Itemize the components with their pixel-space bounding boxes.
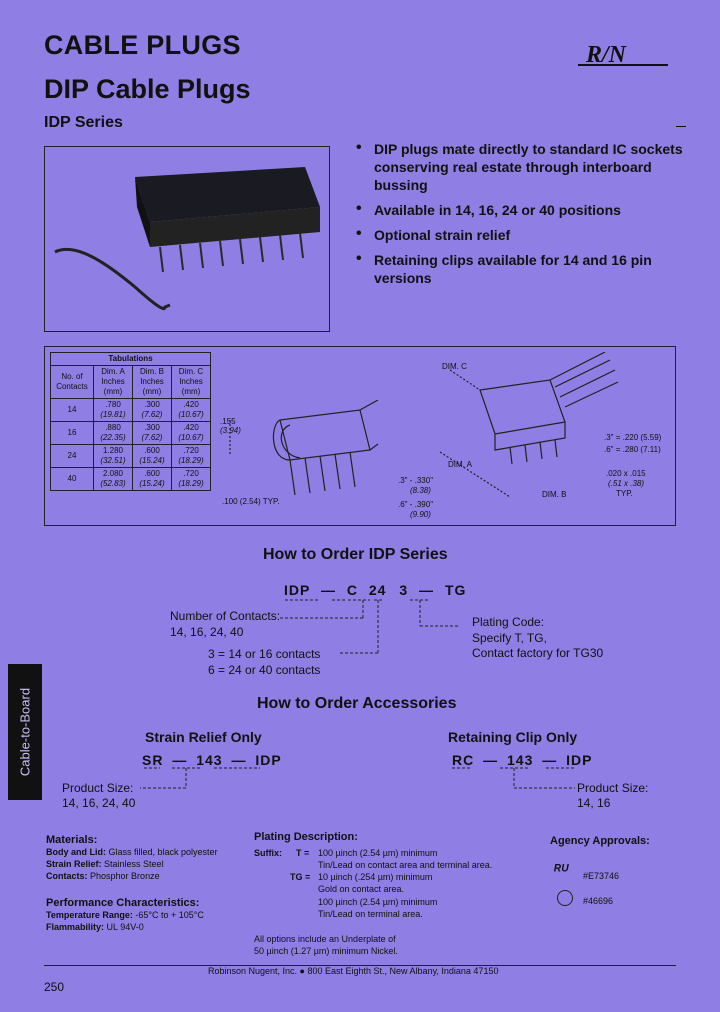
section-tab: [8, 664, 42, 800]
plug-top-drawing: [420, 352, 620, 502]
code-idp: IDP: [284, 582, 311, 598]
product-photo: [44, 146, 330, 332]
dim-r020-mm: (.51 x .38): [608, 479, 645, 488]
col-header: No. of Contacts: [51, 366, 94, 399]
plating-tg3: 100 µinch (2.54 µm) minimum: [318, 897, 438, 907]
col-header: Dim. C Inches (mm): [172, 366, 211, 399]
code-3-desc: 3 = 14 or 16 contacts: [208, 647, 321, 661]
code-6-desc: 6 = 24 or 40 contacts: [208, 663, 321, 677]
materials-title: Materials:: [46, 834, 98, 846]
contacts-values: 14, 16, 24, 40: [170, 625, 244, 639]
table-row: 16 .880 (22.35) .300 (7.62) .420 (10.67): [51, 422, 211, 445]
clip-code: RC — 143 — IDP: [452, 752, 593, 768]
agency-title: Agency Approvals:: [550, 835, 650, 847]
plating-tg2: Gold on contact area.: [318, 884, 405, 894]
dim-b: DIM. B: [542, 490, 567, 499]
feature-item: • Available in 14, 16, 24 or 40 positions: [356, 201, 686, 219]
table-row: 14 .780 (19.81) .300 (7.62) .420 (10.67): [51, 399, 211, 422]
ul-number: #E73746: [583, 871, 620, 881]
dim-a: DIM. A: [448, 460, 473, 469]
dim-c: DIM. C: [442, 362, 467, 371]
dim-100: .100 (2.54) TYP.: [222, 497, 280, 506]
table-caption: Tabulations: [51, 353, 211, 366]
table-row: 24 1.280 (32.51) .600 (15.24) .720 (18.29): [51, 445, 211, 468]
performance-title: Performance Characteristics:: [46, 897, 200, 909]
plating-tg4: Tin/Lead on terminal area.: [318, 909, 423, 919]
dip-plug-illustration: [45, 147, 329, 331]
margin-mark: [676, 126, 686, 127]
code-c: C: [346, 582, 358, 598]
feature-item: • DIP plugs mate directly to standard IC sockets conserving real estate through interboard bussing: [356, 140, 686, 194]
dim-155-mm: (3.94): [220, 426, 241, 435]
page-number: 250: [44, 980, 65, 994]
dim-r6: .6" = .280 (7.11): [604, 445, 661, 454]
dim-3-mm: (8.38): [410, 486, 431, 495]
plating-note-1: All options include an Underplate of: [254, 934, 396, 944]
plating-t1: 100 µinch (2.54 µm) minimum: [318, 848, 438, 858]
accessories-title: How to Order Accessories: [257, 695, 457, 712]
clip-size-values: 14, 16: [577, 796, 611, 810]
dim-3: .3" - .330": [398, 476, 434, 485]
code-24: 24: [368, 582, 387, 598]
plating-code-1: Specify T, TG,: [472, 631, 547, 645]
clip-size-label: Product Size:: [577, 781, 649, 795]
code-dash: —: [419, 582, 435, 598]
strain-title: Strain Relief Only: [145, 729, 262, 745]
page-title: CABLE PLUGS: [44, 30, 241, 60]
page-subtitle: DIP Cable Plugs: [44, 74, 251, 104]
company-logo: [578, 40, 668, 70]
strain-size-label: Product Size:: [62, 781, 134, 795]
clip-leader: [450, 766, 590, 792]
order-title: How to Order IDP Series: [263, 546, 448, 563]
plating-code-2: Contact factory for TG30: [472, 646, 604, 660]
dim-6-mm: (9.90): [410, 510, 431, 519]
strain-code: SR — 143 — IDP: [142, 752, 282, 768]
col-header: Dim. A Inches (mm): [94, 366, 133, 399]
feature-item: • Optional strain relief: [356, 226, 686, 244]
materials-section: Materials: Body and Lid: Glass filled, black polyester Strain Relief: Stainless Steel Contacts: Phosphor Bronze: [46, 834, 218, 881]
feature-item: • Retaining clips available for 14 and 16 pin versions: [356, 251, 686, 287]
series-label: IDP Series: [44, 114, 123, 131]
section-tab-label: Cable-to-Board: [17, 687, 33, 777]
clip-title: Retaining Clip Only: [448, 729, 578, 745]
table-row: 40 2.080 (52.83) .600 (15.24) .720 (18.29): [51, 468, 211, 491]
dim-155: .155: [220, 417, 236, 426]
dim-r020: .020 x .015: [606, 469, 646, 478]
tabulations-table: [50, 352, 211, 491]
footer-company: Robinson Nugent, Inc. ● 800 East Eighth St., New Albany, Indiana 47150: [204, 966, 502, 976]
strain-size-values: 14, 16, 24, 40: [62, 796, 136, 810]
order-code: [284, 582, 466, 598]
dim-6: .6" - .390": [398, 500, 434, 509]
plating-code-label: Plating Code:: [472, 615, 545, 629]
ul-icon: ᴿᵁ: [553, 862, 569, 879]
code-3: 3: [399, 582, 409, 598]
csa-icon: [557, 890, 573, 906]
plating-tg: TG =: [290, 872, 311, 882]
plating-t2: Tin/Lead on contact area and terminal area.: [318, 860, 493, 870]
plating-t: T =: [296, 848, 310, 858]
code-dash: —: [320, 582, 336, 598]
dim-r3: .3" = .220 (5.59): [604, 433, 662, 442]
col-header: Dim. B Inches (mm): [133, 366, 172, 399]
plating-suffix: Suffix:: [254, 848, 282, 858]
plating-tg1: 10 µinch (.254 µm) minimum: [318, 872, 433, 882]
dim-typ: TYP.: [616, 489, 633, 498]
logo-text: R/N: [586, 42, 627, 68]
csa-number: #46696: [583, 896, 614, 906]
performance-section: Performance Characteristics: Temperature Range: -65°C to + 105°C Flammability: UL 94V-0: [46, 897, 204, 932]
plating-note-2: 50 µinch (1.27 µm) minimum Nickel.: [254, 946, 398, 956]
contacts-label: Number of Contacts:: [170, 609, 281, 623]
plating-title: Plating Description:: [254, 831, 358, 843]
feature-list: [356, 140, 686, 294]
code-tg: TG: [444, 582, 467, 598]
